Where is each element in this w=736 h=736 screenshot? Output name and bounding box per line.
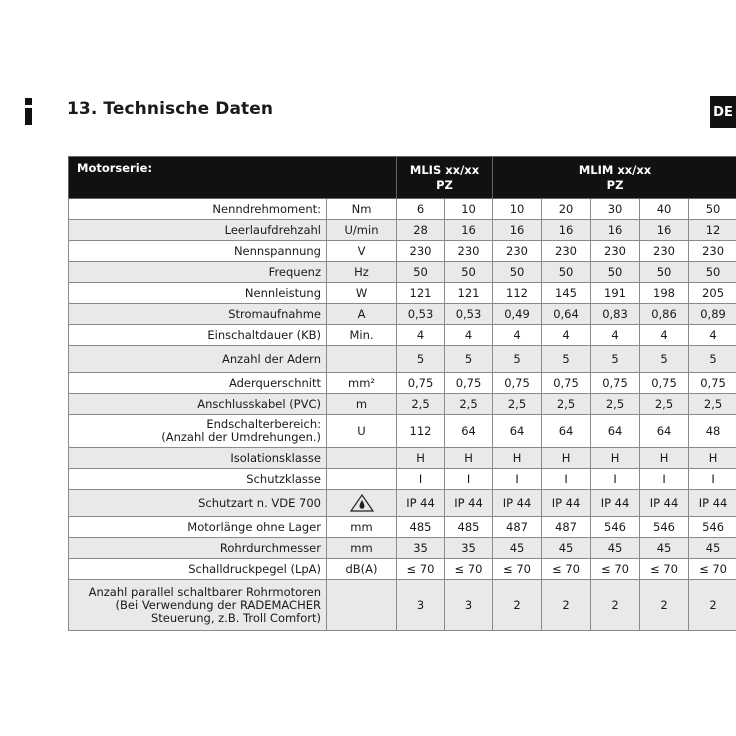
value-cell: ≤ 70	[445, 559, 493, 580]
row-label-line: Nennleistung	[244, 285, 321, 300]
value-cell: 546	[689, 517, 736, 538]
row-unit	[327, 580, 397, 631]
value-cell: 64	[445, 415, 493, 448]
value-cell: 5	[591, 346, 640, 373]
info-icon	[22, 96, 36, 126]
row-label	[69, 220, 327, 241]
row-label-line: Einschaltdauer (KB)	[207, 327, 321, 342]
value-cell: 2,5	[445, 394, 493, 415]
value-cell: 64	[640, 415, 689, 448]
value-cell: 6	[397, 199, 445, 220]
group-mlis-sub: PZ	[436, 177, 453, 192]
row-label	[69, 199, 327, 220]
table-row	[69, 373, 736, 394]
value-cell: 487	[493, 517, 542, 538]
row-unit: mm	[327, 517, 397, 538]
row-label	[69, 304, 327, 325]
value-cell: 0,86	[640, 304, 689, 325]
value-cell: 546	[591, 517, 640, 538]
value-cell: 30	[591, 199, 640, 220]
value-cell: 121	[397, 283, 445, 304]
value-cell: 0,75	[397, 373, 445, 394]
value-cell: I	[445, 469, 493, 490]
value-cell: 45	[689, 538, 736, 559]
value-cell: H	[493, 448, 542, 469]
table-row	[69, 241, 736, 262]
row-label-line: (Bei Verwendung der RADEMACHER	[115, 597, 321, 612]
value-cell: 16	[640, 220, 689, 241]
table-row	[69, 394, 736, 415]
value-cell: 191	[591, 283, 640, 304]
value-cell: 0,75	[445, 373, 493, 394]
value-cell: 5	[445, 346, 493, 373]
value-cell: 45	[591, 538, 640, 559]
row-unit: V	[327, 241, 397, 262]
value-cell: 112	[493, 283, 542, 304]
value-cell: 0,75	[591, 373, 640, 394]
language-badge: DE	[710, 96, 736, 128]
table-row	[69, 448, 736, 469]
value-cell: 2,5	[542, 394, 591, 415]
value-cell: 4	[397, 325, 445, 346]
value-cell: 0,75	[542, 373, 591, 394]
value-cell: 5	[689, 346, 736, 373]
row-label	[69, 448, 327, 469]
value-cell: 230	[542, 241, 591, 262]
value-cell: IP 44	[591, 490, 640, 517]
value-cell: ≤ 70	[640, 559, 689, 580]
value-cell: 230	[689, 241, 736, 262]
value-cell: 2,5	[397, 394, 445, 415]
row-label	[69, 517, 327, 538]
value-cell: 48	[689, 415, 736, 448]
row-label-line: Endschalterbereich:	[206, 417, 321, 431]
value-cell: H	[445, 448, 493, 469]
value-cell: ≤ 70	[542, 559, 591, 580]
row-label-line: Aderquerschnitt	[228, 375, 321, 390]
value-cell: IP 44	[493, 490, 542, 517]
value-cell: 4	[640, 325, 689, 346]
value-cell: 145	[542, 283, 591, 304]
value-cell: 40	[640, 199, 689, 220]
value-cell: 35	[397, 538, 445, 559]
value-cell: 50	[445, 262, 493, 283]
value-cell: H	[542, 448, 591, 469]
value-cell: 2,5	[640, 394, 689, 415]
value-cell: 546	[640, 517, 689, 538]
value-cell: 4	[445, 325, 493, 346]
value-cell: 121	[445, 283, 493, 304]
value-cell: 0,49	[493, 304, 542, 325]
row-unit: U/min	[327, 220, 397, 241]
value-cell: IP 44	[445, 490, 493, 517]
drip-warning-icon	[349, 493, 375, 513]
value-cell: 0,64	[542, 304, 591, 325]
table-row	[69, 220, 736, 241]
row-label-line: Anzahl parallel schaltbarer Rohrmotoren	[88, 584, 321, 599]
value-cell: 45	[542, 538, 591, 559]
row-unit: Hz	[327, 262, 397, 283]
value-cell: 64	[542, 415, 591, 448]
value-cell: 0,89	[689, 304, 736, 325]
group-mlis-header	[397, 157, 493, 199]
row-label	[69, 490, 327, 517]
row-unit: Min.	[327, 325, 397, 346]
row-label-line: Frequenz	[268, 264, 321, 279]
value-cell: 50	[591, 262, 640, 283]
table-row	[69, 283, 736, 304]
value-cell: 35	[445, 538, 493, 559]
value-cell: H	[689, 448, 736, 469]
row-unit: mm	[327, 538, 397, 559]
row-label-line: Nenndrehmoment:	[212, 201, 321, 216]
table-row	[69, 538, 736, 559]
value-cell: 16	[493, 220, 542, 241]
value-cell: 45	[640, 538, 689, 559]
value-cell: 487	[542, 517, 591, 538]
value-cell: 2,5	[591, 394, 640, 415]
row-unit	[327, 346, 397, 373]
row-label	[69, 241, 327, 262]
value-cell: IP 44	[689, 490, 736, 517]
page-title: 13. Technische Daten	[67, 99, 274, 119]
value-cell: 50	[689, 199, 736, 220]
table-row	[69, 346, 736, 373]
motor-series-label: Motorserie:	[69, 157, 397, 199]
value-cell: 4	[591, 325, 640, 346]
table-row	[69, 262, 736, 283]
table-row	[69, 490, 736, 517]
value-cell: 2	[591, 580, 640, 631]
row-label	[69, 580, 327, 631]
value-cell: 0,75	[493, 373, 542, 394]
row-unit: mm²	[327, 373, 397, 394]
table-row	[69, 304, 736, 325]
table-header-row	[69, 157, 736, 199]
row-label-line: Leerlaufdrehzahl	[224, 222, 321, 237]
value-cell: I	[542, 469, 591, 490]
row-label-line: Anzahl der Adern	[222, 351, 321, 366]
value-cell: 2,5	[689, 394, 736, 415]
row-label-line: Stromaufnahme	[228, 306, 321, 321]
row-label-line: Schutzart n. VDE 700	[198, 495, 321, 510]
value-cell: 64	[493, 415, 542, 448]
value-cell: 50	[397, 262, 445, 283]
value-cell: 20	[542, 199, 591, 220]
value-cell: 0,53	[397, 304, 445, 325]
value-cell: H	[640, 448, 689, 469]
value-cell: 5	[493, 346, 542, 373]
value-cell: IP 44	[542, 490, 591, 517]
value-cell: ≤ 70	[397, 559, 445, 580]
value-cell: 3	[445, 580, 493, 631]
value-cell: 4	[542, 325, 591, 346]
value-cell: I	[591, 469, 640, 490]
value-cell: 5	[640, 346, 689, 373]
value-cell: 0,75	[689, 373, 736, 394]
value-cell: 230	[493, 241, 542, 262]
row-unit: W	[327, 283, 397, 304]
value-cell: 12	[689, 220, 736, 241]
value-cell: 50	[640, 262, 689, 283]
row-unit: A	[327, 304, 397, 325]
row-unit	[327, 469, 397, 490]
value-cell: 485	[397, 517, 445, 538]
value-cell: H	[397, 448, 445, 469]
row-label	[69, 394, 327, 415]
value-cell: 2	[493, 580, 542, 631]
value-cell: 10	[493, 199, 542, 220]
value-cell: 0,83	[591, 304, 640, 325]
table-row	[69, 517, 736, 538]
row-label-line: Anschlusskabel (PVC)	[197, 396, 321, 411]
table-row	[69, 469, 736, 490]
value-cell: 4	[493, 325, 542, 346]
row-label-line: (Anzahl der Umdrehungen.)	[161, 430, 321, 444]
row-label-line: Motorlänge ohne Lager	[187, 519, 321, 534]
row-label	[69, 346, 327, 373]
value-cell: 45	[493, 538, 542, 559]
value-cell: IP 44	[397, 490, 445, 517]
table-row	[69, 580, 736, 631]
value-cell: H	[591, 448, 640, 469]
value-cell: 3	[397, 580, 445, 631]
row-label	[69, 469, 327, 490]
row-unit: dB(A)	[327, 559, 397, 580]
table-row	[69, 559, 736, 580]
value-cell: 230	[445, 241, 493, 262]
value-cell: 485	[445, 517, 493, 538]
row-label	[69, 538, 327, 559]
table-row	[69, 199, 736, 220]
value-cell: 230	[640, 241, 689, 262]
row-unit	[327, 490, 397, 517]
value-cell: 230	[591, 241, 640, 262]
row-unit: U	[327, 415, 397, 448]
row-label-line: Schalldruckpegel (LpA)	[188, 561, 321, 576]
value-cell: 0,75	[640, 373, 689, 394]
row-unit	[327, 448, 397, 469]
value-cell: 2	[689, 580, 736, 631]
row-label-line: Nennspannung	[233, 243, 321, 258]
value-cell: 16	[591, 220, 640, 241]
value-cell: 0,53	[445, 304, 493, 325]
value-cell: 28	[397, 220, 445, 241]
row-label	[69, 415, 327, 448]
value-cell: 50	[542, 262, 591, 283]
row-label-line: Steuerung, z.B. Troll Comfort)	[150, 610, 321, 625]
value-cell: 16	[445, 220, 493, 241]
value-cell: IP 44	[640, 490, 689, 517]
row-label	[69, 262, 327, 283]
value-cell: 112	[397, 415, 445, 448]
value-cell: ≤ 70	[689, 559, 736, 580]
group-mlis-name: MLIS xx/xx	[409, 162, 480, 177]
row-label-line: Rohrdurchmesser	[219, 540, 321, 555]
table-row	[69, 415, 736, 448]
row-label	[69, 559, 327, 580]
value-cell: I	[493, 469, 542, 490]
value-cell: 205	[689, 283, 736, 304]
row-label-line: Schutzklasse	[246, 471, 321, 486]
value-cell: I	[640, 469, 689, 490]
row-label	[69, 283, 327, 304]
row-label	[69, 373, 327, 394]
row-label-line: Isolationsklasse	[230, 450, 321, 465]
row-unit: m	[327, 394, 397, 415]
value-cell: I	[689, 469, 736, 490]
value-cell: 10	[445, 199, 493, 220]
value-cell: ≤ 70	[591, 559, 640, 580]
value-cell: 50	[689, 262, 736, 283]
group-mlim-header	[493, 157, 736, 199]
value-cell: 230	[397, 241, 445, 262]
value-cell: 64	[591, 415, 640, 448]
value-cell: 2	[640, 580, 689, 631]
value-cell: 2	[542, 580, 591, 631]
value-cell: 16	[542, 220, 591, 241]
value-cell: 198	[640, 283, 689, 304]
group-mlim-name: MLIM xx/xx	[578, 162, 652, 177]
value-cell: 2,5	[493, 394, 542, 415]
value-cell: I	[397, 469, 445, 490]
value-cell: 50	[493, 262, 542, 283]
group-mlim-sub: PZ	[606, 177, 624, 192]
value-cell: ≤ 70	[493, 559, 542, 580]
row-label	[69, 325, 327, 346]
table-row	[69, 325, 736, 346]
value-cell: 4	[689, 325, 736, 346]
value-cell: 5	[397, 346, 445, 373]
row-unit: Nm	[327, 199, 397, 220]
technical-data-table	[68, 156, 736, 631]
value-cell: 5	[542, 346, 591, 373]
